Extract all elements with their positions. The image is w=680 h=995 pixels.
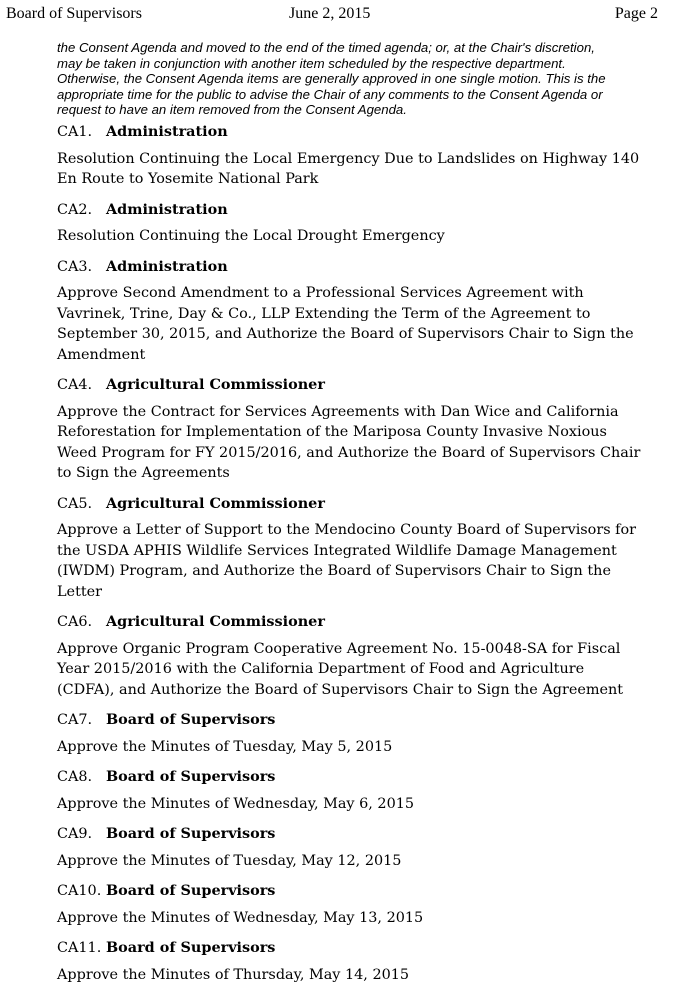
item-category: Board of Supervisors xyxy=(106,711,276,728)
intro-line: appropriate time for the public to advise the Chair of any comments to the Consent Agenda or xyxy=(57,86,603,102)
item-category: Board of Supervisors xyxy=(106,882,276,899)
item-description xyxy=(57,639,662,701)
description-line: (IWDM) Program, and Authorize the Board of Supervisors Chair to Sign the xyxy=(57,563,611,579)
item-category: Board of Supervisors xyxy=(106,768,276,785)
item-number: CA9. xyxy=(57,826,93,842)
agenda-item-ca3 xyxy=(57,257,662,366)
consent-agenda-intro xyxy=(57,40,657,118)
description-line: Approve the Minutes of Wednesday, May 6, 2015 xyxy=(57,795,415,812)
item-category: Agricultural Commissioner xyxy=(106,376,325,393)
description-line: Weed Program for FY 2015/2016, and Authorize the Board of Supervisors Chair xyxy=(57,444,641,461)
item-description xyxy=(57,737,662,758)
item-description xyxy=(57,149,662,190)
page-header xyxy=(6,4,658,26)
intro-line: Otherwise, the Consent Agenda items are generally approved in one single motion. This is the xyxy=(57,71,606,86)
intro-line: request to have an item removed from the Consent Agenda. xyxy=(57,102,407,117)
item-description xyxy=(57,520,662,602)
item-number: CA10. xyxy=(57,883,102,899)
description-line: Resolution Continuing the Local Emergency Due to Landslides on Highway 140 xyxy=(57,150,640,167)
agenda-item-ca7 xyxy=(57,710,662,757)
agenda-item-ca4 xyxy=(57,375,662,484)
agenda-item-heading xyxy=(57,938,662,959)
item-description xyxy=(57,402,662,484)
agenda-item-ca9 xyxy=(57,824,662,871)
item-number: CA11. xyxy=(57,940,102,956)
description-line: Approve the Minutes of Thursday, May 14, 2015 xyxy=(57,966,410,983)
item-description xyxy=(57,851,662,872)
intro-line: the Consent Agenda and moved to the end of the timed agenda; or, at the Chair's discretion, xyxy=(57,40,595,55)
consent-agenda-items xyxy=(57,122,662,995)
description-line: Approve the Minutes of Wednesday, May 13, 2015 xyxy=(57,909,424,926)
description-line: Reforestation for Implementation of the Mariposa County Invasive Noxious xyxy=(57,424,607,440)
item-number: CA5. xyxy=(57,495,93,512)
description-line: Amendment xyxy=(57,346,146,363)
header-page-number: Page 2 xyxy=(614,5,658,22)
agenda-item-ca1 xyxy=(57,122,662,190)
description-line: Approve Second Amendment to a Professional Services Agreement with xyxy=(57,285,584,301)
description-line: the USDA APHIS Wildlife Services Integrated Wildlife Damage Management xyxy=(57,542,617,559)
item-category: Board of Supervisors xyxy=(106,825,276,842)
item-category: Agricultural Commissioner xyxy=(106,613,325,630)
header-date: June 2, 2015 xyxy=(289,5,371,22)
item-description xyxy=(57,908,662,929)
description-line: Approve the Minutes of Tuesday, May 12, 2015 xyxy=(57,852,402,869)
agenda-item-heading xyxy=(57,710,662,731)
description-line: Letter xyxy=(57,583,103,600)
item-number: CA3. xyxy=(57,258,93,275)
agenda-item-heading xyxy=(57,375,662,396)
description-line: En Route to Yosemite National Park xyxy=(57,171,319,187)
item-description xyxy=(57,226,662,247)
agenda-item-heading xyxy=(57,257,662,278)
item-number: CA4. xyxy=(57,377,93,393)
agenda-item-ca6 xyxy=(57,612,662,700)
item-category: Administration xyxy=(106,200,228,218)
description-line: September 30, 2015, and Authorize the Board of Supervisors Chair to Sign the xyxy=(57,326,634,342)
agenda-item-ca5 xyxy=(57,494,662,603)
description-line: Approve a Letter of Support to the Mendocino County Board of Supervisors for xyxy=(57,522,637,538)
description-line: Vavrinek, Trine, Day & Co., LLP Extending the Term of the Agreement to xyxy=(57,305,591,322)
item-number: CA6. xyxy=(57,614,93,630)
description-line: Resolution Continuing the Local Drought Emergency xyxy=(57,228,445,244)
agenda-item-heading xyxy=(57,767,662,788)
agenda-item-ca11 xyxy=(57,938,662,985)
intro-line: may be taken in conjunction with another item scheduled by the respective department. xyxy=(57,55,566,71)
description-line: Approve the Contract for Services Agreements with Dan Wice and California xyxy=(57,403,619,420)
description-line: Approve Organic Program Cooperative Agreement No. 15-0048-SA for Fiscal xyxy=(57,640,621,657)
agenda-item-heading xyxy=(57,881,662,902)
agenda-item-heading xyxy=(57,494,662,515)
item-category: Agricultural Commissioner xyxy=(106,494,325,512)
description-line: Year 2015/2016 with the California Department of Food and Agriculture xyxy=(57,661,585,677)
item-category: Administration xyxy=(106,257,228,275)
description-line: Approve the Minutes of Tuesday, May 5, 2015 xyxy=(57,738,393,755)
item-number: CA8. xyxy=(57,769,93,785)
agenda-item-heading xyxy=(57,612,662,633)
item-description xyxy=(57,283,662,365)
agenda-item-heading xyxy=(57,122,662,143)
item-number: CA2. xyxy=(57,201,93,218)
item-number: CA1. xyxy=(57,124,93,140)
header-board-name: Board of Supervisors xyxy=(6,5,142,22)
description-line: (CDFA), and Authorize the Board of Supervisors Chair to Sign the Agreement xyxy=(57,681,624,698)
agenda-item-heading xyxy=(57,824,662,845)
item-description xyxy=(57,794,662,815)
agenda-item-ca8 xyxy=(57,767,662,814)
agenda-item-heading xyxy=(57,200,662,221)
description-line: to Sign the Agreements xyxy=(57,465,230,481)
agenda-item-ca2 xyxy=(57,200,662,247)
item-number: CA7. xyxy=(57,712,93,728)
item-category: Board of Supervisors xyxy=(106,939,276,956)
item-category: Administration xyxy=(106,123,228,140)
agenda-item-ca10 xyxy=(57,881,662,928)
item-description xyxy=(57,965,662,986)
